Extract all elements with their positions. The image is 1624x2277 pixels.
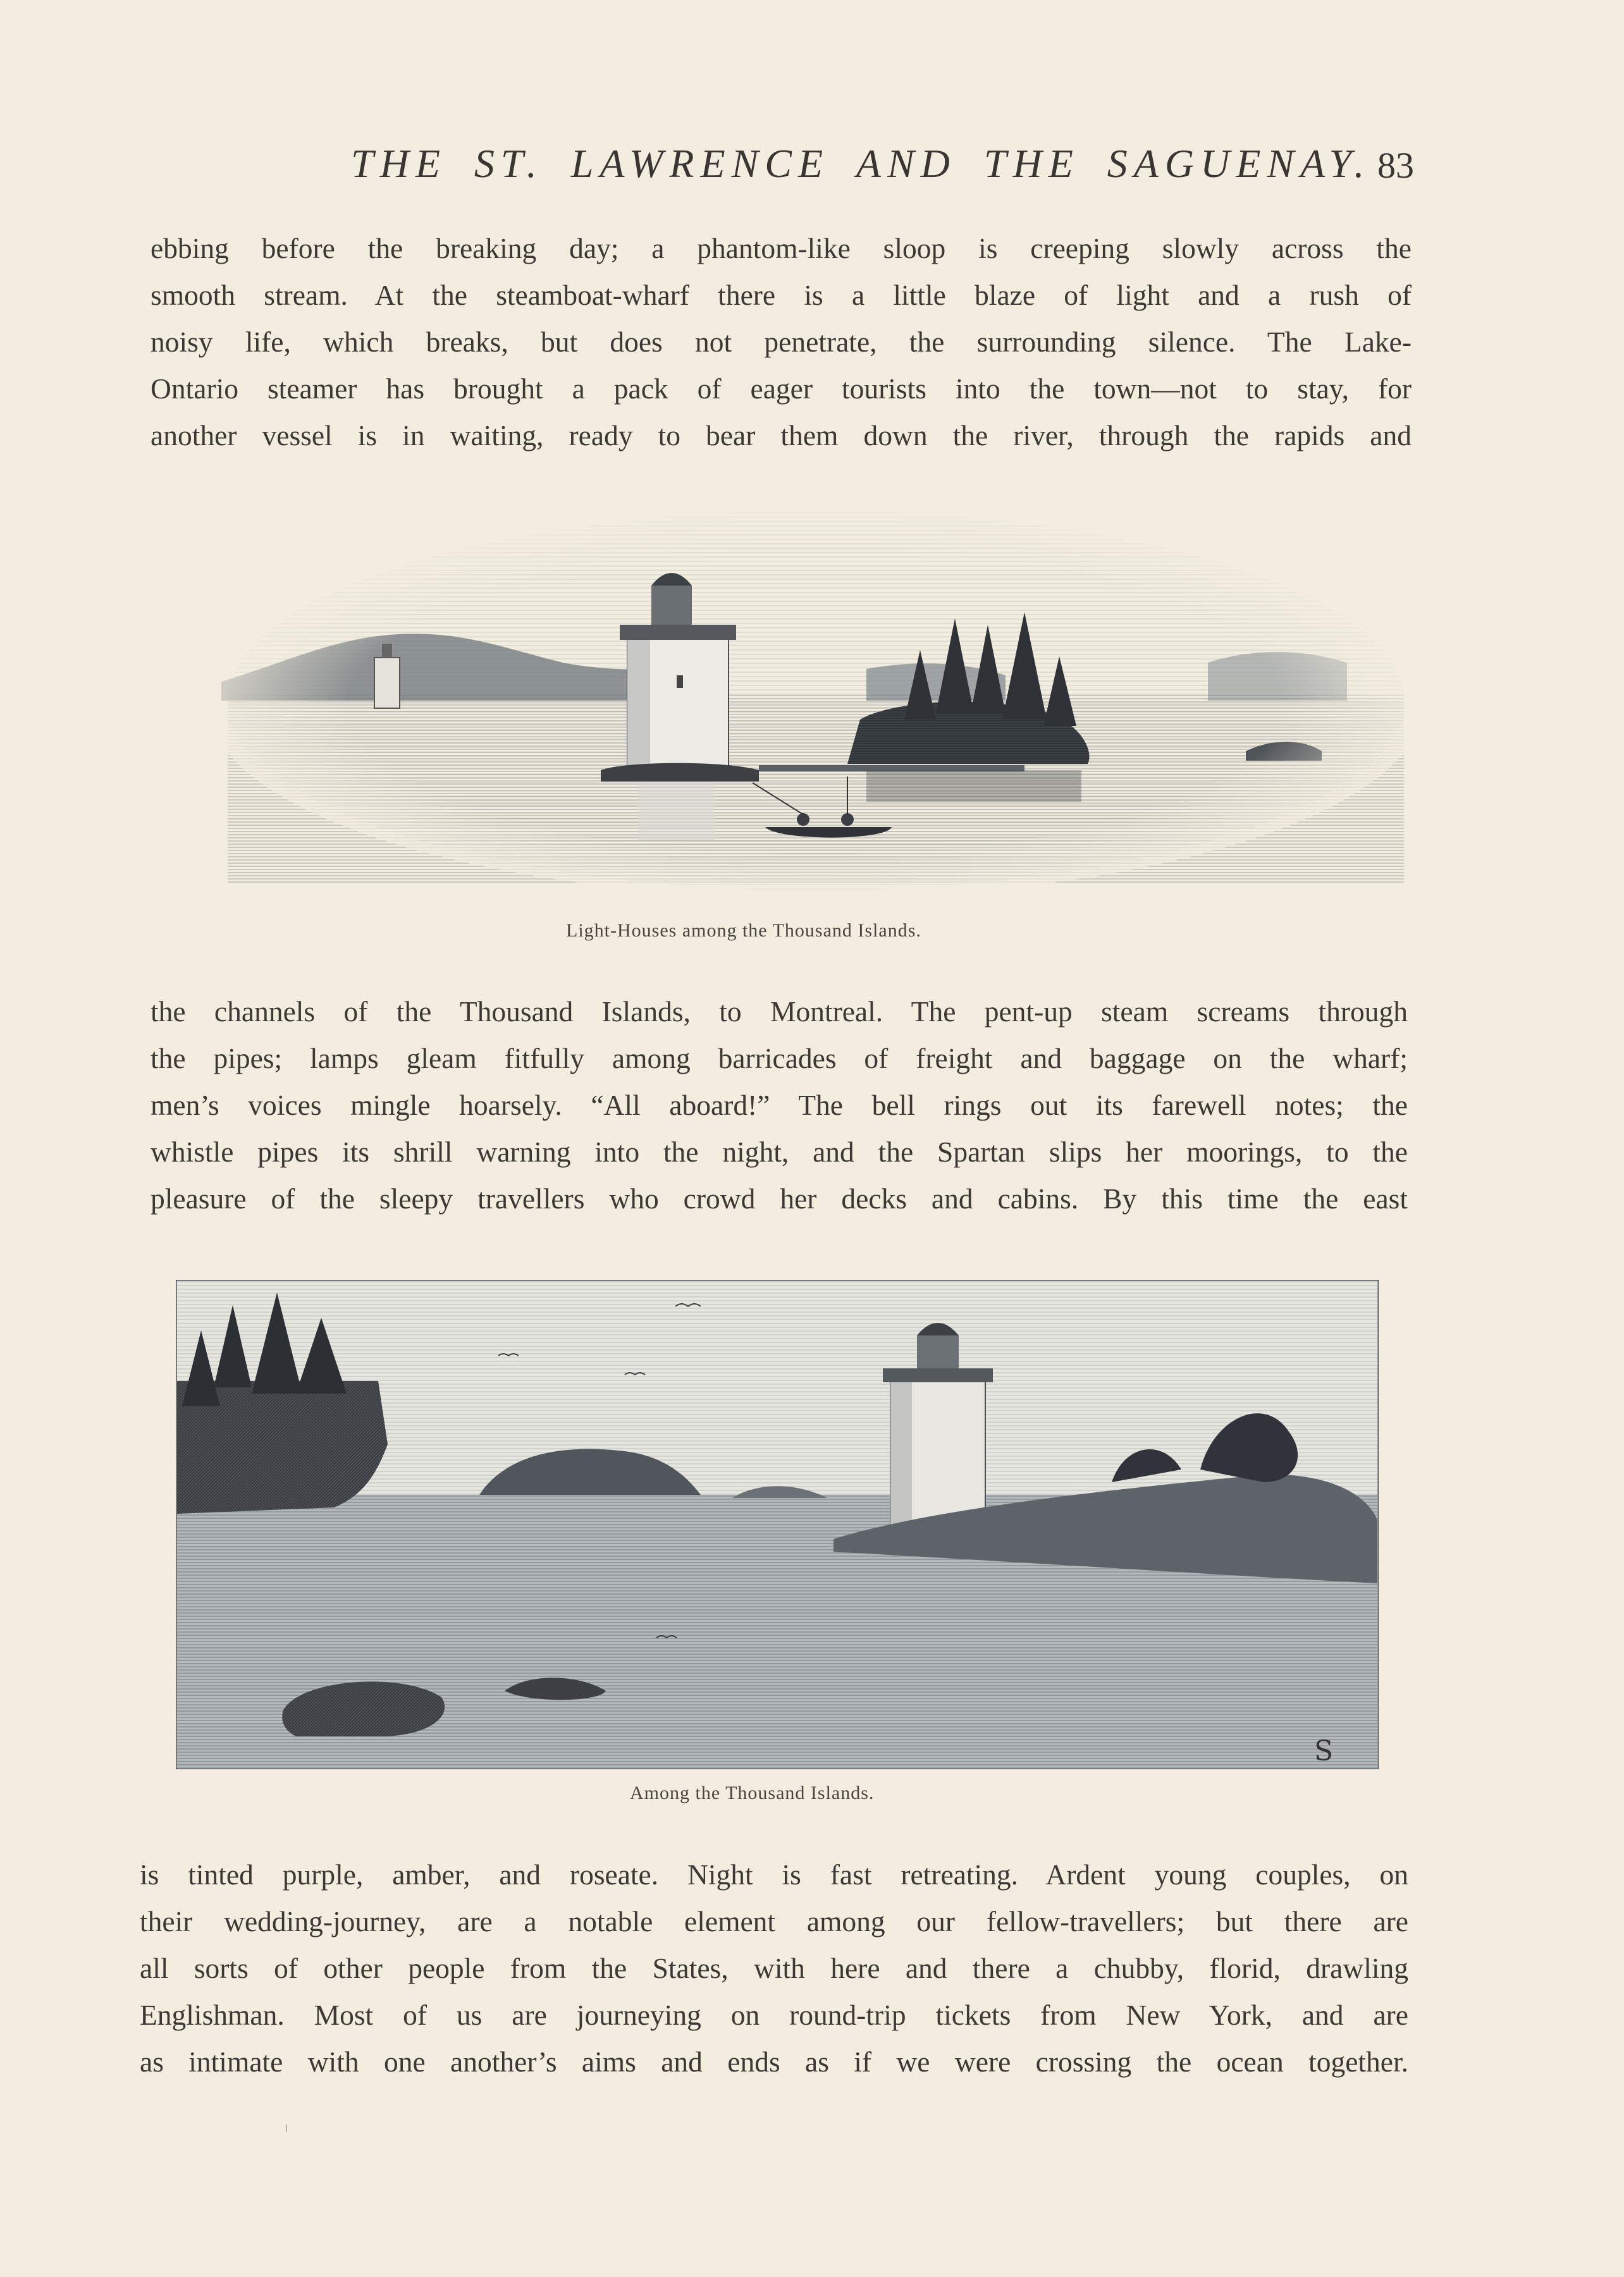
text-line: all sorts of other people from the States, with here and there a chubby, florid, drawling <box>140 1952 1408 1984</box>
text-line: Englishman. Most of us are journeying on round-trip tickets from New York, and are <box>140 1999 1408 2031</box>
text-line: ebbing before the breaking day; a phantom-like sloop is creeping slowly across the <box>151 232 1412 264</box>
paper-speck <box>286 2125 287 2132</box>
text-line: whistle pipes its shrill warning into the night, and the Spartan slips her moorings, to the <box>151 1136 1408 1168</box>
text-line: Ontario steamer has brought a pack of eager tourists into the town—not to stay, for <box>151 372 1412 405</box>
paragraph-2 <box>151 988 1408 1222</box>
engraving-thousand-islands <box>176 1280 1379 1769</box>
text-line: men’s voices mingle hoarsely. “All aboard!” The bell rings out its farewell notes; the <box>151 1089 1408 1121</box>
text-line: another vessel is in waiting, ready to bear them down the river, through the rapids and <box>151 419 1412 451</box>
figure-caption: Light-Houses among the Thousand Islands. <box>566 920 921 941</box>
text-line: noisy life, which breaks, but does not penetrate, the surrounding silence. The Lake- <box>151 326 1412 358</box>
text-line: the pipes; lamps gleam fitfully among barricades of freight and baggage on the wharf; <box>151 1042 1408 1074</box>
running-head <box>0 140 1624 191</box>
figure-caption: Among the Thousand Islands. <box>630 1783 875 1803</box>
running-title: THE ST. LAWRENCE AND THE SAGUENAY. <box>351 141 1371 186</box>
page-number: 83 <box>1377 145 1414 186</box>
text-line: smooth stream. At the steamboat-wharf there is a little blaze of light and a rush of <box>151 279 1412 311</box>
text-line: as intimate with one another’s aims and ends as if we were crossing the ocean together. <box>140 2046 1408 2078</box>
engraving-lighthouses <box>209 511 1423 898</box>
text-line: pleasure of the sleepy travellers who crowd her decks and cabins. By this time the east <box>151 1182 1408 1215</box>
paragraph-3 <box>140 1851 1408 2085</box>
text-line: their wedding-journey, are a notable element among our fellow-travellers; but there are <box>140 1905 1408 1937</box>
text-line: the channels of the Thousand Islands, to Montreal. The pent-up steam screams through <box>151 995 1408 1028</box>
paragraph-1 <box>151 225 1412 459</box>
svg-text:S: S <box>1314 1735 1334 1767</box>
text-line: is tinted purple, amber, and roseate. Night is fast retreating. Ardent young couples, on <box>140 1858 1408 1891</box>
